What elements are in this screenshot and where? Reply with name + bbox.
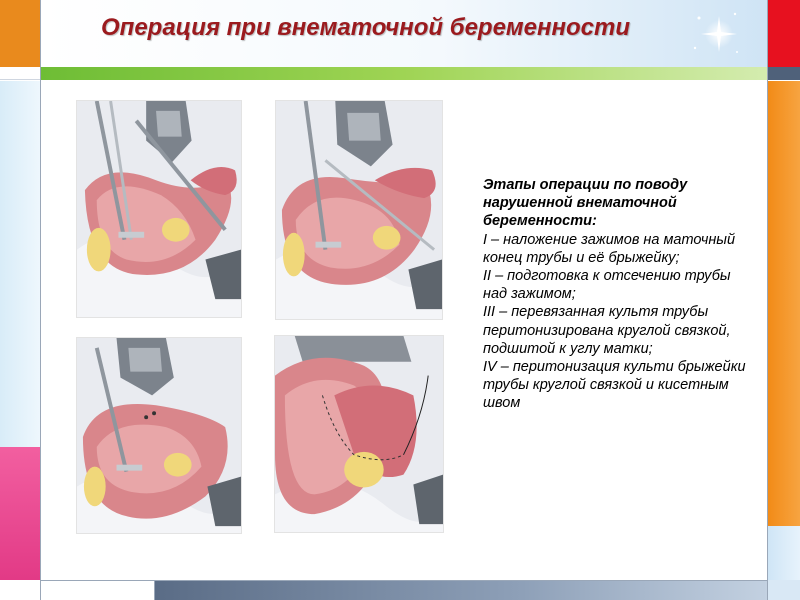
header-green-bar <box>41 67 767 80</box>
left-divider-line <box>40 0 41 600</box>
stage-1-description: I – наложение зажимов на маточный конец трубы и её брыжейку; <box>483 231 736 266</box>
stage-4-description: IV – перитонизация культи брыжейки трубы круглой связкой и кисетным швом <box>483 359 746 412</box>
sparkle-icon <box>685 4 745 60</box>
right-divider-line <box>767 0 768 600</box>
operation-stages-caption <box>483 176 748 413</box>
right-blue-block <box>768 526 800 580</box>
slide-title: Операция при внематочной беременности <box>101 14 631 41</box>
stage-3-illustration <box>76 337 242 534</box>
left-orange-block <box>0 0 40 67</box>
right-bottom-block <box>768 580 800 600</box>
right-red-block <box>768 0 800 67</box>
caption-title: Этапы операции по поводу нарушенной внематочной беременности: <box>483 177 688 230</box>
slide-header <box>41 0 767 67</box>
left-bottom-block <box>0 580 40 600</box>
left-blue-block <box>0 81 40 447</box>
left-pink-block <box>0 447 40 580</box>
right-orange-block <box>768 81 800 526</box>
footer-left-block <box>41 581 155 600</box>
footer-slate-bar <box>155 581 767 600</box>
right-slate-block <box>768 67 800 80</box>
stage-1-illustration <box>76 100 242 318</box>
stage-4-illustration <box>274 335 444 533</box>
stage-2-illustration <box>275 100 443 320</box>
stage-2-description: II – подготовка к отсечению трубы над зажимом; <box>483 268 731 303</box>
stage-3-description: III – перевязанная культя трубы перитонизирована круглой связкой, подшитой к углу матки; <box>483 304 731 357</box>
left-white-block <box>0 67 40 80</box>
